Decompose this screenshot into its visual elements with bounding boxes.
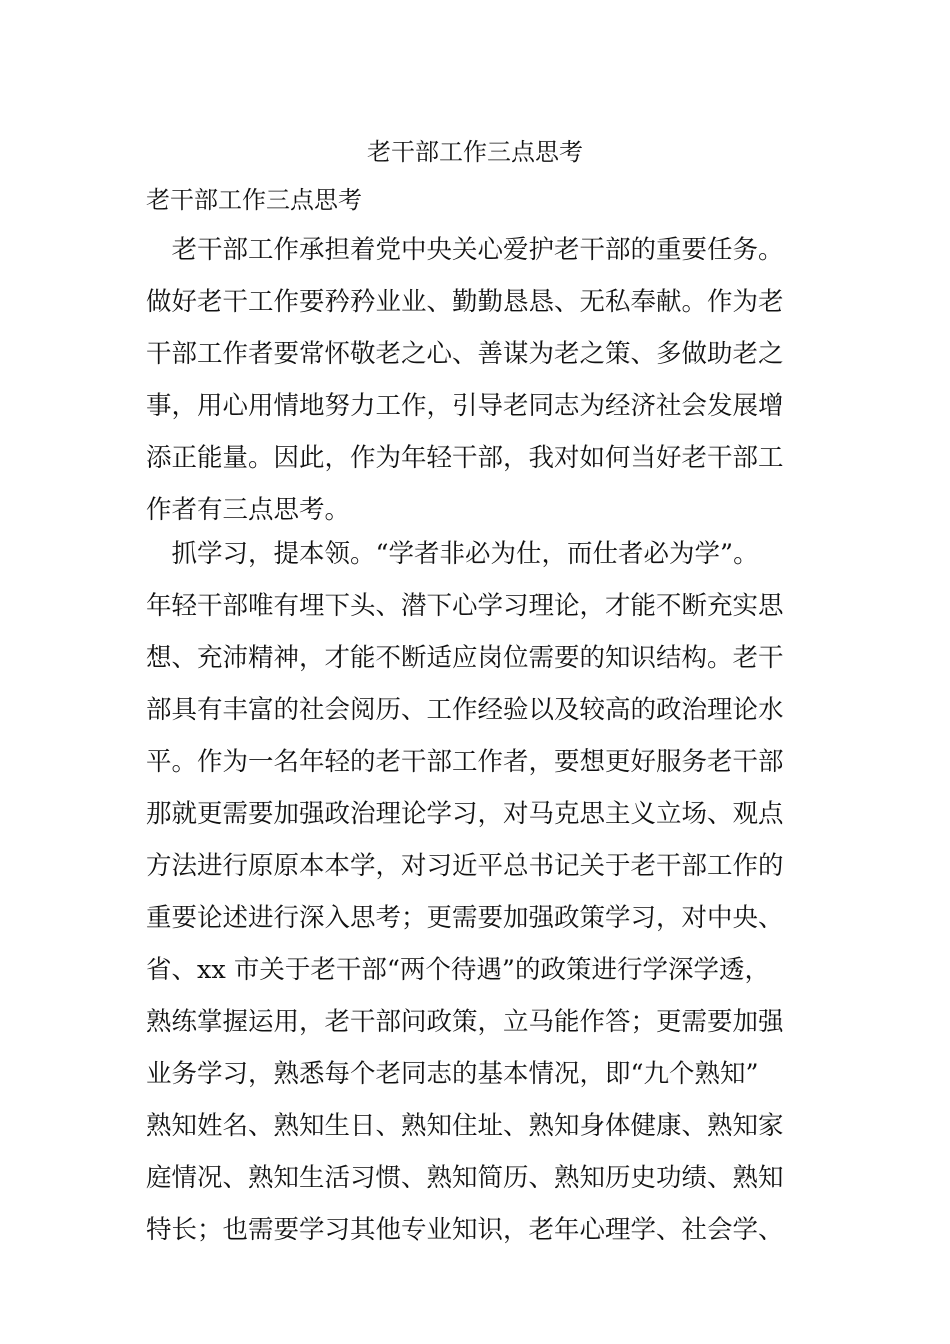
paragraph-line: 庭情况、熟知生活习惯、熟知简历、熟知历史功绩、熟知: [146, 1163, 784, 1193]
paragraph-line: 添正能量。因此，作为年轻干部，我对如何当好老干部工: [146, 443, 784, 473]
paragraph-line: 那就更需要加强政治理论学习，对马克思主义立场、观点: [146, 799, 784, 829]
paragraph-line: 熟练掌握运用，老干部问政策，立马能作答；更需要加强: [146, 1007, 784, 1037]
paragraph-line: 方法进行原原本本学，对习近平总书记关于老干部工作的: [146, 851, 784, 881]
paragraph-line: 特长；也需要学习其他专业知识，老年心理学、社会学、: [146, 1215, 784, 1245]
paragraph-line: 事，用心用情地努力工作，引导老同志为经济社会发展增: [146, 391, 784, 421]
paragraph-line: 重要论述进行深入思考；更需要加强政策学习，对中央、: [146, 903, 784, 933]
document-title: 老干部工作三点思考: [367, 138, 583, 166]
paragraph-line: 省、xx 市关于老干部“两个待遇”的政策进行学深学透，: [146, 955, 770, 985]
paragraph-line: 老干部工作承担着党中央关心爱护老干部的重要任务。: [146, 235, 784, 265]
paragraph-line: 部具有丰富的社会阅历、工作经验以及较高的政治理论水: [146, 695, 784, 725]
paragraph-line: 做好老干工作要矜矜业业、勤勤恳恳、无私奉献。作为老: [146, 287, 784, 317]
paragraph-line: 熟知姓名、熟知生日、熟知住址、熟知身体健康、熟知家: [146, 1111, 784, 1141]
paragraph-line: 作者有三点思考。: [146, 495, 351, 525]
paragraph-line: 抓学习，提本领。“学者非必为仕，而仕者必为学”。: [146, 539, 759, 569]
paragraph-line: 想、充沛精神，才能不断适应岗位需要的知识结构。老干: [146, 643, 784, 673]
paragraph-line: 年轻干部唯有埋下头、潜下心学习理论，才能不断充实思: [146, 591, 784, 621]
paragraph-line: 平。作为一名年轻的老干部工作者，要想更好服务老干部: [146, 747, 784, 777]
document-subtitle: 老干部工作三点思考: [146, 186, 362, 214]
paragraph-line: 干部工作者要常怀敬老之心、善谋为老之策、多做助老之: [146, 339, 784, 369]
paragraph-line: 业务学习，熟悉每个老同志的基本情况，即“九个熟知”: [146, 1059, 759, 1089]
